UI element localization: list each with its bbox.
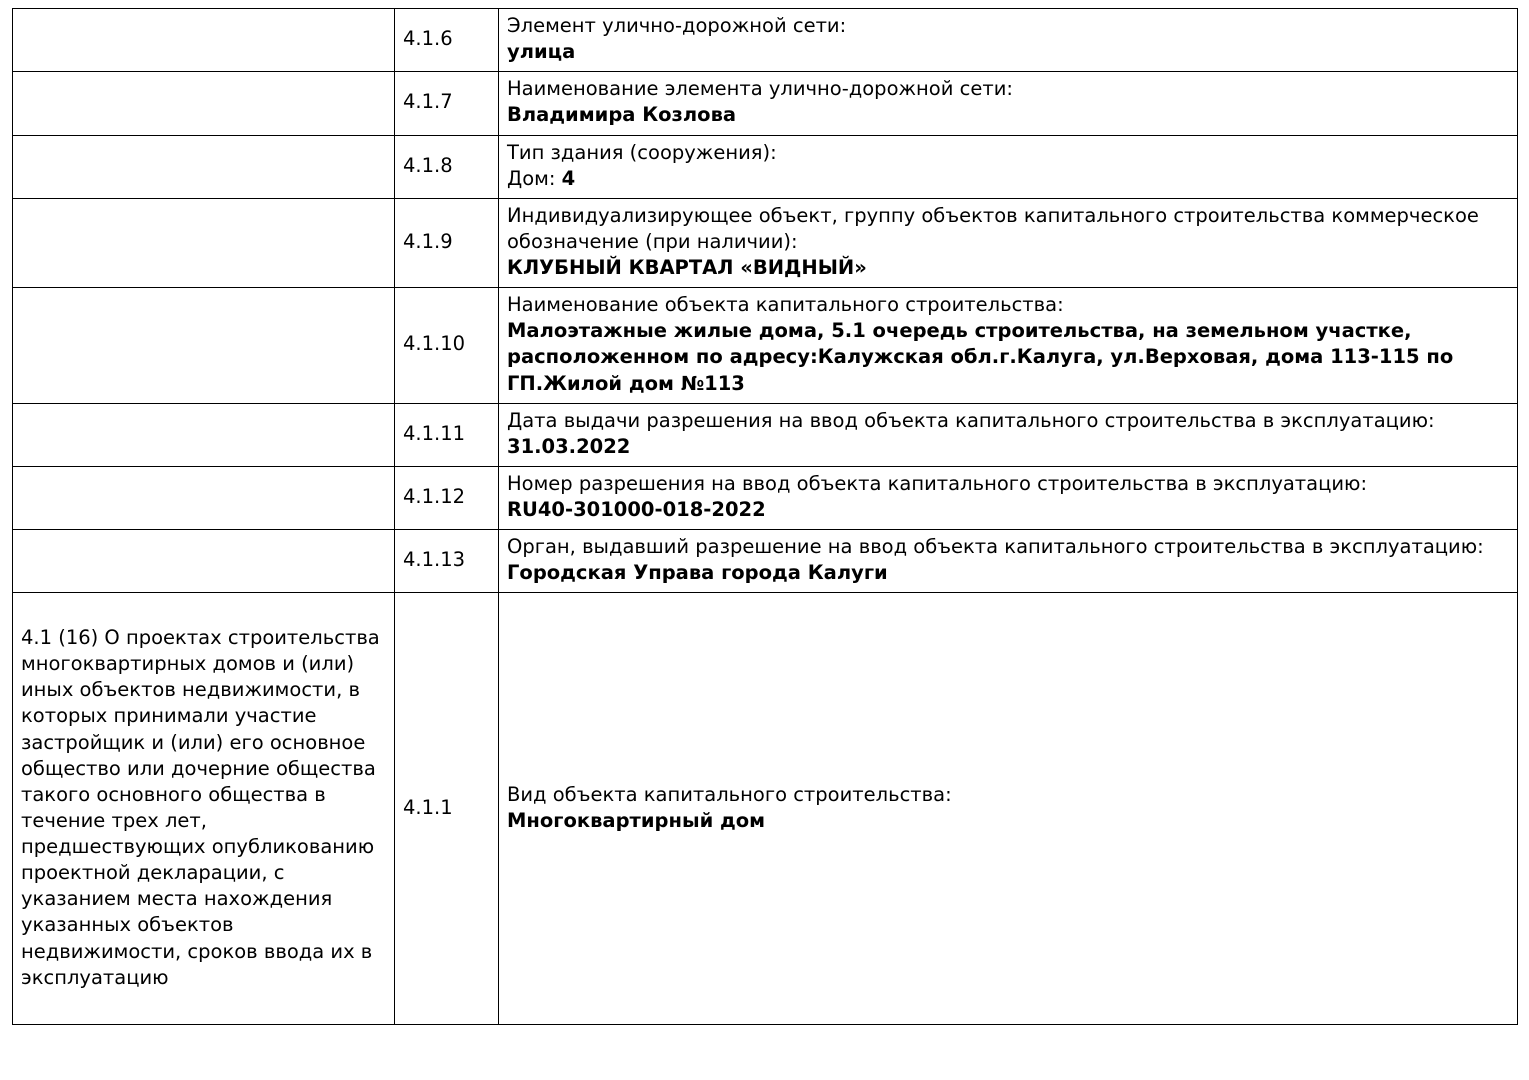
row-answer-line [507,166,1509,192]
table-row [13,466,1518,529]
row-answer: Владимира Козлова [507,103,737,127]
row-question: Номер разрешения на ввод объекта капитального строительства в эксплуатацию: [507,471,1368,495]
row-answer: 4 [561,166,576,190]
row-number: 4.1.9 [395,198,499,287]
row-answer: Многоквартирный дом [507,808,766,832]
row-value [499,466,1518,529]
row-number: 4.1.6 [395,9,499,72]
row-number: 4.1.1 [395,593,499,1025]
row-answer: RU40-301000-018-2022 [507,498,766,521]
row-value [499,9,1518,72]
table-row [13,403,1518,466]
row-label [13,72,395,135]
row-label [13,9,395,72]
row-number: 4.1.12 [395,466,499,529]
row-answer: 31.03.2022 [507,434,631,458]
table-row [13,288,1518,404]
table-row [13,72,1518,135]
row-question: Тип здания (сооружения): [507,140,777,164]
row-question: Вид объекта капитального строительства: [507,782,952,806]
table-row [13,530,1518,593]
row-value [499,593,1518,1025]
row-answer-prefix: Дом: [507,166,562,190]
row-label [13,403,395,466]
row-value [499,403,1518,466]
row-label [13,530,395,593]
declaration-table [12,8,1518,1025]
row-label [13,466,395,529]
row-number: 4.1.13 [395,530,499,593]
row-answer: Городская Управа города Калуги [507,561,888,585]
row-label [13,288,395,404]
row-question: Элемент улично-дорожной сети: [507,14,847,37]
table-row [13,9,1518,72]
row-value [499,288,1518,404]
row-answer: улица [507,40,576,64]
row-number: 4.1.10 [395,288,499,404]
row-question: Наименование объекта капитального строительства: [507,293,1064,317]
row-value [499,198,1518,287]
row-question: Наименование элемента улично-дорожной сети: [507,77,1013,101]
row-number: 4.1.7 [395,72,499,135]
table-row [13,593,1518,1025]
row-answer: КЛУБНЫЙ КВАРТАЛ «ВИДНЫЙ» [507,256,867,279]
row-label [13,198,395,287]
row-label [13,135,395,198]
row-label: 4.1 (16) О проектах строительства многоквартирных домов и (или) иных объектов недвижимости, в которых принимали участие застройщик и (или) его основное общество или дочерние общества такого основного общества в течение трех лет, предшествующих опубликованию проектной декларации, с указанием места нахождения указанных объектов недвижимости, сроков ввода их в эксплуатацию [13,593,395,1025]
table-row [13,198,1518,287]
row-number: 4.1.11 [395,403,499,466]
row-question: Дата выдачи разрешения на ввод объекта капитального строительства в эксплуатацию: [507,408,1435,432]
table-row [13,135,1518,198]
row-question: Индивидуализирующее объект, группу объектов капитального строительства коммерческое обозначение (при наличии): [507,203,1479,253]
row-value [499,135,1518,198]
row-number: 4.1.8 [395,135,499,198]
row-value [499,72,1518,135]
row-question: Орган, выдавший разрешение на ввод объекта капитального строительства в эксплуатацию: [507,535,1484,559]
row-answer: Малоэтажные жилые дома, 5.1 очередь строительства, на земельном участке, расположенном по адресу:Калужская обл.г.Калуга, ул.Верховая, дома 113-115 по ГП.Жилой дом №113 [507,319,1454,395]
row-value [499,530,1518,593]
